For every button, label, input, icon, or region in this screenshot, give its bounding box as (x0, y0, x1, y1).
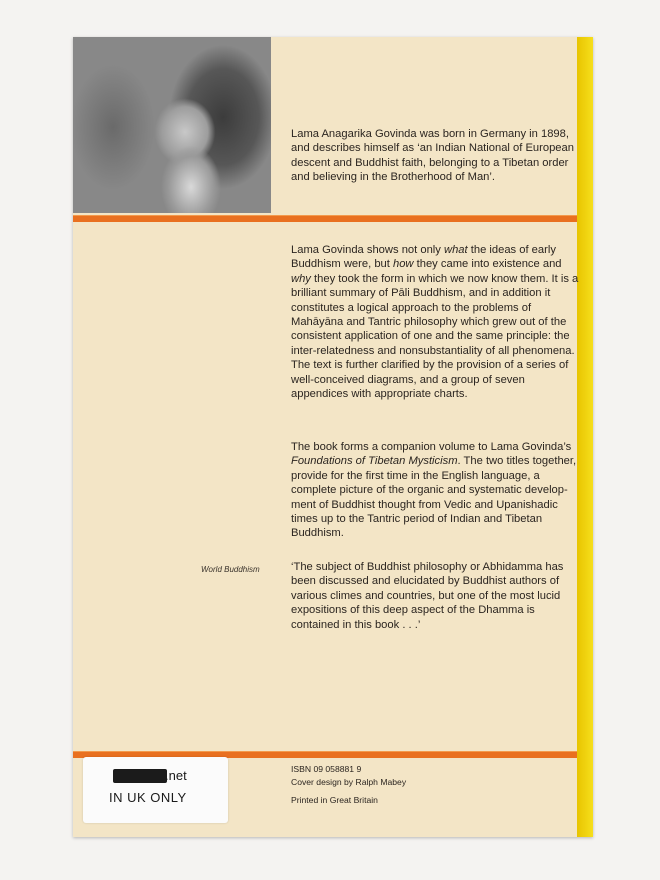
printed-in: Printed in Great Britain (291, 795, 378, 805)
review-quote: ‘The subject of Buddhist philosophy or Abhidamma has been discussed and elucidated by Buddhist authors of various climes and countries, but one of the most lucid expositions of this deep aspect of the Dhamma is contained in this book . . .’ (291, 561, 564, 631)
description-paragraph-1: Lama Govinda shows not only what the ideas of early Buddhism were, but how they came into existence and why they took the form in which we now know them. It is a brilliant summary of Pāli Buddhism, and in addition it constitutes a logical approach to the problems of Mahāyāna and Tantric philosophy which grew out of the consistent application of one and the same principle: the inter-relatedness and nonsubstantiality of all phenomena. The text is further clarified by the provision of a series of well-conceived diagrams, and a group of seven appendices with appropriate charts. (291, 244, 579, 401)
orange-rule-top (73, 215, 577, 222)
description-paragraph-2: The book forms a companion volume to Lama Govinda’s Foundations of Tibetan Mysticism. The two titles together, provide for the first time in the English language, a complete picture of the organic and systematic development of Buddhist thought from Vedic and Upanishadic times up to the Tantric period of Indian and Tibetan Buddhism. (291, 441, 577, 540)
book-back-cover (73, 37, 593, 837)
isbn: ISBN 09 058881 9 (291, 764, 362, 774)
sticker-suffix: .net (165, 768, 187, 783)
sticker-region: IN UK ONLY (109, 790, 187, 805)
author-bio: Lama Anagarika Govinda was born in Germany in 1898, and describes himself as ‘an Indian National of European descent and Buddhist faith, belonging to a Tibetan order and believing in the Brotherhood of Man’. (291, 128, 574, 184)
author-photo (73, 37, 271, 213)
price-sticker (83, 757, 228, 823)
quote-source: World Buddhism (201, 565, 260, 574)
redacted-block (113, 769, 167, 783)
cover-credit: Cover design by Ralph Mabey (291, 777, 407, 787)
